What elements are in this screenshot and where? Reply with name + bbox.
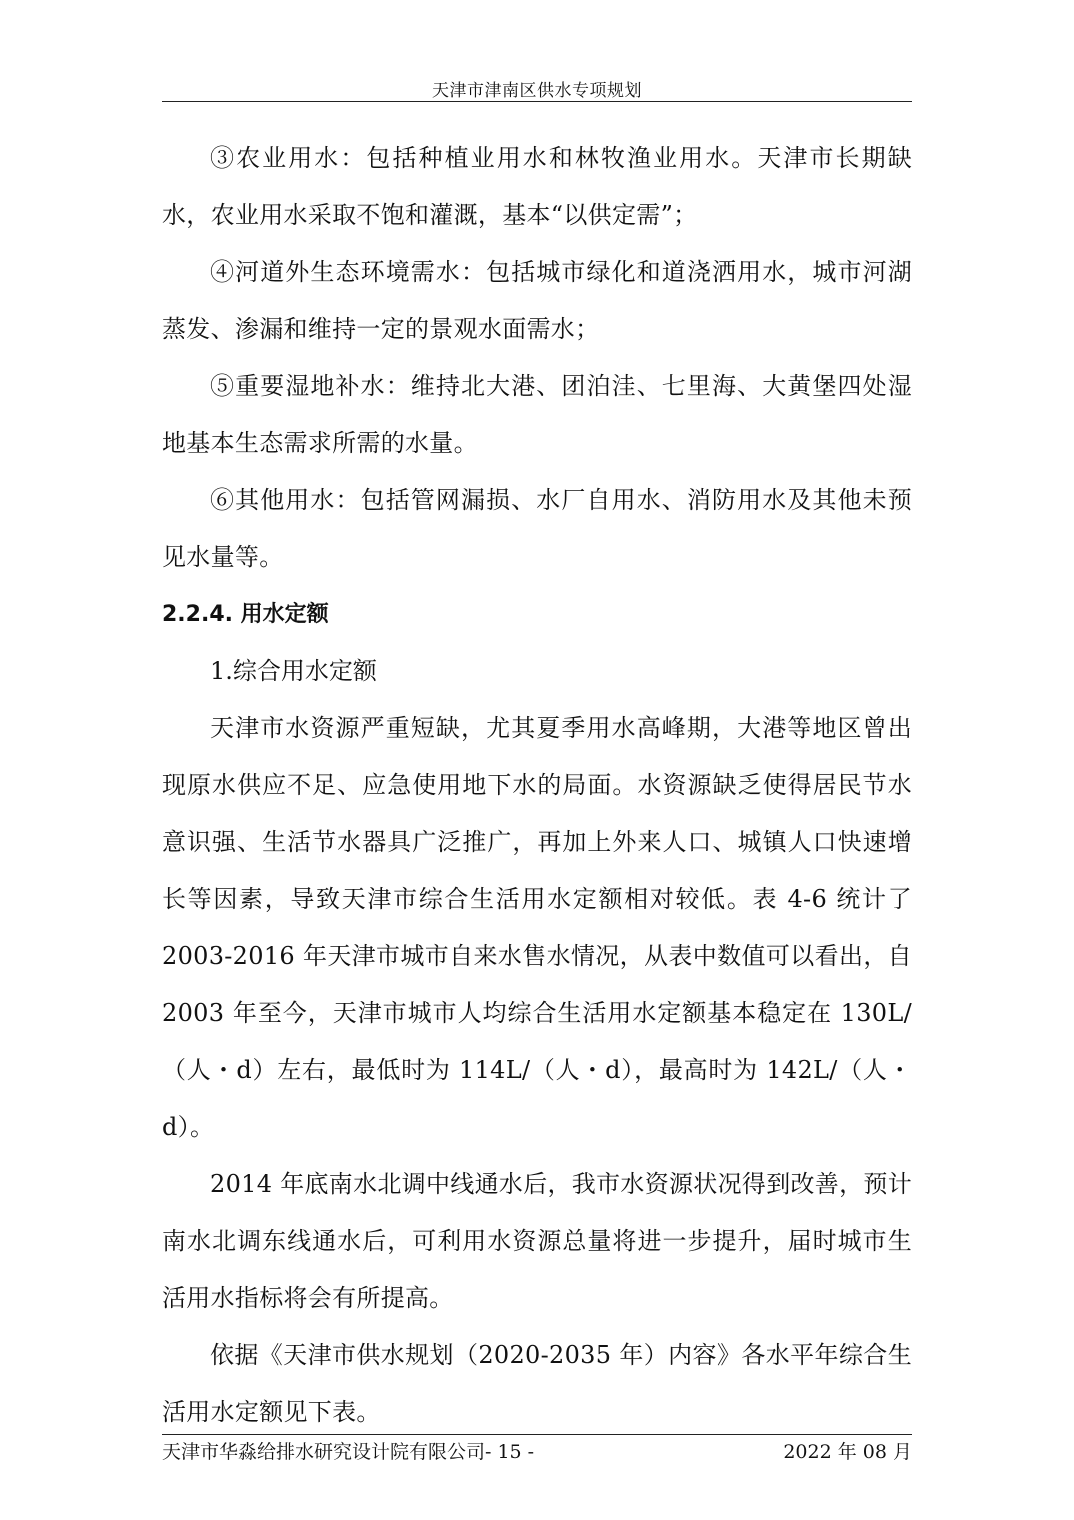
- page-footer: [162, 1438, 912, 1466]
- footer-divider: [162, 1434, 912, 1435]
- page-header-title: 天津市津南区供水专项规划: [432, 81, 642, 101]
- paragraph-wetland-water: ⑤重要湿地补水：维持北大港、团泊洼、七里海、大黄堡四处湿地基本生态需求所需的水量。: [162, 372, 912, 457]
- paragraph-water-quota: 天津市水资源严重短缺，尤其夏季用水高峰期，大港等地区曾出现原水供应不足、应急使用地下水的局面。水资源缺乏使得居民节水意识强、生活节水器具广泛推广，再加上外来人口、城镇人口快速增长等因素，导致天津市综合生活用水定额相对较低。表 4-6 统计了 2003-2016 年天津市城市自来水售水情况，从表中数值可以看出，自 2003 年至今，天津市城市人均综合生活用水定额基本稳定在 130L/（人・d）左右，最低时为 114L/（人・d），最高时为 142L/（人・d）。: [162, 714, 912, 1141]
- paragraph-south-north-diversion: 2014 年底南水北调中线通水后，我市水资源状况得到改善，预计南水北调东线通水后，可利用水资源总量将进一步提升，届时城市生活用水指标将会有所提高。: [162, 1170, 913, 1312]
- document-body: [162, 130, 912, 1441]
- paragraph-ecological-water: ④河道外生态环境需水：包括城市绿化和道浇洒用水，城市河湖蒸发、渗漏和维持一定的景观水面需水；: [162, 258, 912, 343]
- paragraph-planning-basis: 依据《天津市供水规划（2020-2035 年）内容》各水平年综合生活用水定额见下表。: [162, 1341, 912, 1426]
- footer-company-page-number: 天津市华淼给排水研究设计院有限公司- 15 -: [162, 1441, 535, 1463]
- paragraph-agricultural-water: ③农业用水：包括种植业用水和林牧渔业用水。天津市长期缺水，农业用水采取不饱和灌溉，基本“以供定需”；: [162, 144, 912, 229]
- section-heading: 2.2.4. 用水定额: [162, 602, 329, 627]
- subsection-heading: 1.综合用水定额: [210, 657, 377, 685]
- paragraph-other-water: ⑥其他用水：包括管网漏损、水厂自用水、消防用水及其他未预见水量等。: [162, 486, 912, 571]
- footer-date: 2022 年 08 月: [783, 1441, 912, 1463]
- header-divider: [162, 101, 912, 102]
